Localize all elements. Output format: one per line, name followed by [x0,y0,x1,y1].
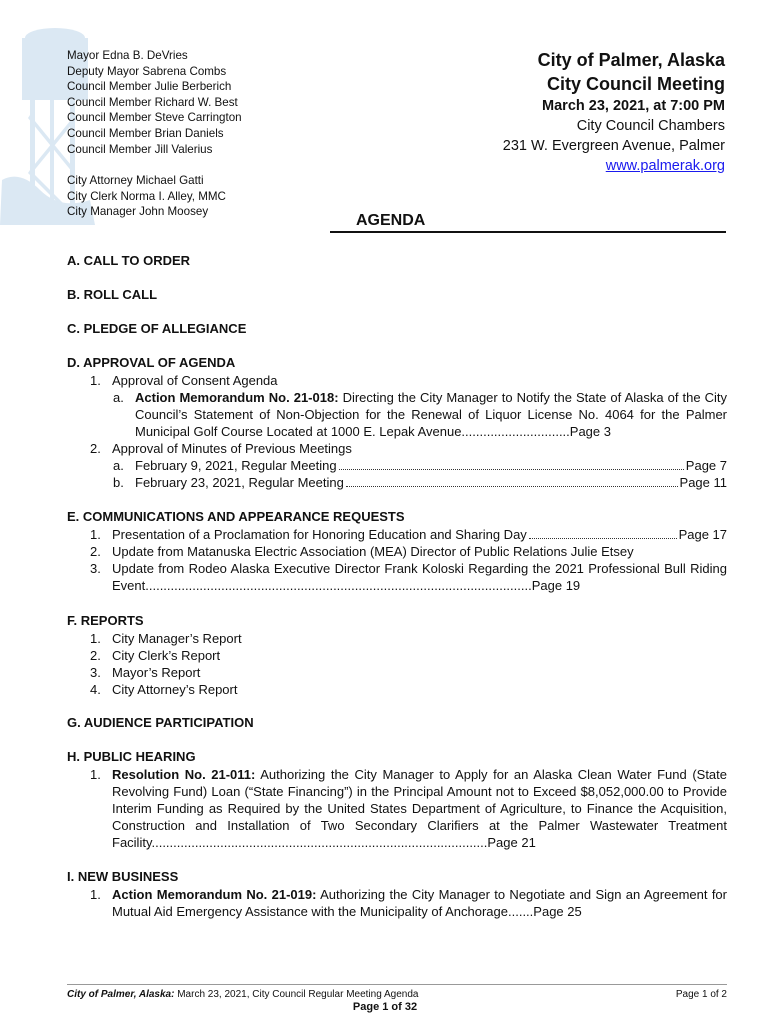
section-heading: H. PUBLIC HEARING [67,749,196,764]
section-heading: D. APPROVAL OF AGENDA [67,355,236,370]
footer-desc: March 23, 2021, City Council Regular Meeting Agenda [174,989,419,1000]
section-public-hearing [67,748,727,851]
official-deputy-mayor: Deputy Mayor Sabrena Combs [67,64,227,78]
section-audience-participation [67,714,727,732]
section-heading: F. REPORTS [67,613,144,628]
list-item: 1. Action Memorandum No. 21-019: Authorizing the City Manager to Negotiate and Sign an Agreement for Mutual Aid Emergency Assistance with the Municipality of Anchorage.......Page 25 [90,887,727,919]
section-approval-of-agenda [67,354,727,491]
section-reports [67,612,727,698]
footer-rule [67,984,727,985]
page-ref: Page 21 [487,835,536,850]
dot-leader: ............................................................................................. [151,835,488,850]
list-item: a. February 9, 2021, Regular Meeting Page 7 [113,458,727,473]
official-mayor: Mayor Edna B. DeVries [67,49,188,62]
list-item: 1. City Manager’s Report [90,631,242,646]
footer [67,989,727,1000]
meeting-info [503,48,725,176]
officials-list [67,48,242,220]
section-new-business [67,868,727,920]
section-heading: A. CALL TO ORDER [67,253,191,268]
section-heading: I. NEW BUSINESS [67,869,179,884]
section-communications [67,508,727,594]
section-pledge [67,320,727,338]
page-ref: Page 17 [678,527,727,542]
page-ref: Page 11 [679,475,727,490]
list-item: 2. City Clerk’s Report [90,648,221,663]
list-item: b. February 23, 2021, Regular Meeting Page 11 [113,475,727,490]
section-call-to-order [67,252,727,270]
official-council-member: Council Member Steve Carrington [67,111,242,125]
staff-city-clerk: City Clerk Norma I. Alley, MMC [67,189,226,203]
page-ref: Page 3 [569,424,611,439]
dot-leader: ........................................................................................................... [145,578,532,593]
list-item: a. Action Memorandum No. 21-018: Directing the City Manager to Notify the State of Alaska of the City Council’s Statement of Non-Objection for the Renewal of Liquor License No. 4064 for the Palmer Municipal Golf Course Located at 1000 E. Lepak Avenue..............................Page 3 [113,390,727,439]
official-council-member: Council Member Richard W. Best [67,95,238,109]
section-heading: G. AUDIENCE PARTICIPATION [67,715,254,730]
dot-leader [529,538,677,539]
list-item: 1. Approval of Consent Agenda [90,373,278,388]
official-council-member: Council Member Brian Daniels [67,126,224,140]
resolution-number: Resolution No. 21-011: [112,767,256,782]
meeting-venue: City Council Chambers [576,118,725,134]
list-item: 4. City Attorney’s Report [90,682,238,697]
meeting-datetime: March 23, 2021, at 7:00 PM [542,98,725,114]
dot-leader: ....... [508,904,534,919]
list-item: 1. Presentation of a Proclamation for Honoring Education and Sharing Day Page 17 [90,527,727,542]
list-item: 1. Resolution No. 21-011: Authorizing the City Manager to Apply for an Alaska Clean Water Fund (State Revolving Fund) Loan (“State Financing”) in the Principal Amount not to Exceed $8,052,000.00 to Provide Interim Funding as Required by the United States Department of Agriculture, to Finance the Acquisition, Construction and Installation of Two Secondary Clarifiers at the Palmer Wastewater Treatment Facility.............................................................................................Page 21 [90,767,728,850]
section-heading: E. COMMUNICATIONS AND APPEARANCE REQUESTS [67,509,405,524]
list-item: 2. Approval of Minutes of Previous Meetings [90,441,352,456]
footer-city: City of Palmer, Alaska: [67,989,175,1000]
memo-number: Action Memorandum No. 21-018: [135,390,339,405]
agenda-title: AGENDA [356,212,426,229]
meeting-name: City Council Meeting [546,74,725,94]
list-item: 3. Update from Rodeo Alaska Executive Director Frank Koloski Regarding the 2021 Professional Bull Riding Event...........................................................................................................Page 19 [90,561,727,593]
title-rule [330,231,726,233]
meeting-address: 231 W. Evergreen Avenue, Palmer [502,138,725,154]
list-item: 2. Update from Matanuska Electric Association (MEA) Director of Public Relations Julie Etsey [90,544,634,559]
footer-page-of: Page 1 of 2 [675,989,727,1000]
staff-city-attorney: City Attorney Michael Gatti [67,174,204,188]
website-link[interactable]: www.palmerak.org [605,158,725,174]
official-council-member: Council Member Julie Berberich [67,80,232,94]
dot-leader [339,469,684,470]
memo-number: Action Memorandum No. 21-019: [112,887,317,902]
dot-leader [346,486,678,487]
list-item: 3. Mayor’s Report [90,665,201,680]
page-ref: Page 7 [685,458,727,473]
document-page-number: Page 1 of 32 [352,1001,418,1013]
page-ref: Page 19 [531,578,581,593]
section-heading: B. ROLL CALL [67,287,158,302]
official-council-member: Council Member Jill Valerius [67,142,213,156]
city-name: City of Palmer, Alaska [537,50,725,70]
section-roll-call [67,286,727,304]
dot-leader: .............................. [461,424,570,439]
section-heading: C. PLEDGE OF ALLEGIANCE [67,321,247,336]
staff-city-manager: City Manager John Moosey [67,205,209,219]
page-ref: Page 25 [533,904,582,919]
